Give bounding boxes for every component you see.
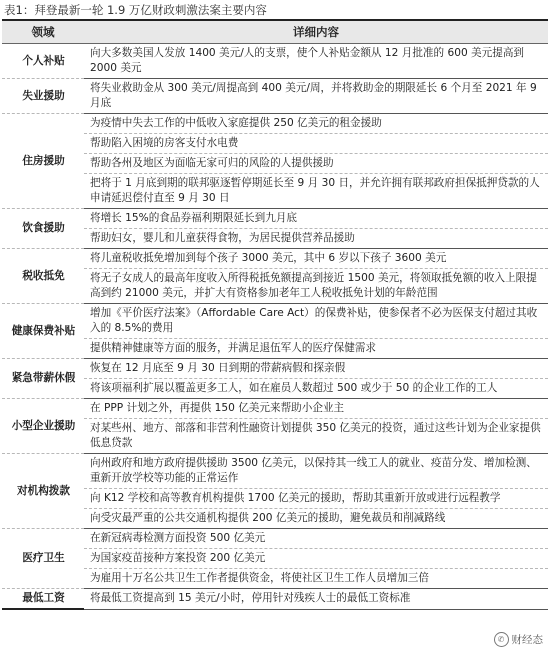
- table-row: [2, 229, 548, 249]
- detail-cell: 将无子女成人的最高年度收入所得税抵免额提高到接近 1500 美元，将领取抵免额的收入上限提高到约 21000 美元，并扩大有资格参加老年工人税收抵免计划的年龄范围: [84, 269, 548, 304]
- table-row: [2, 379, 548, 399]
- table-row: [2, 359, 548, 379]
- wechat-icon: ✆: [494, 632, 509, 647]
- table-row: [2, 79, 548, 114]
- header-row: [2, 20, 548, 44]
- detail-cell: 为雇用十万名公共卫生工作者提供资金，将使社区卫生工作人员增加三倍: [84, 569, 548, 589]
- table-caption: 表1：拜登最新一轮 1.9 万亿财政刺激法案主要内容: [4, 3, 267, 17]
- category-cell: 对机构拨款: [2, 454, 84, 529]
- detail-cell: 对某些州、地方、部落和非营利性融资计划提供 350 亿美元的投资，通过这些计划为企业家提供低息贷款: [84, 419, 548, 454]
- table-row: [2, 114, 548, 134]
- category-cell: 医疗卫生: [2, 529, 84, 589]
- detail-cell: 在新冠病毒检测方面投资 500 亿美元: [84, 529, 548, 549]
- detail-cell: 帮助各州及地区为面临无家可归的风险的人提供援助: [84, 154, 548, 174]
- detail-cell: 帮助妇女，婴儿和儿童获得食物，为居民提供营养品援助: [84, 229, 548, 249]
- category-cell: 失业援助: [2, 79, 84, 114]
- table-row: [2, 249, 548, 269]
- detail-cell: 将最低工资提高到 15 美元/小时，停用针对残疾人士的最低工资标准: [84, 589, 548, 610]
- detail-cell: 在 PPP 计划之外，再提供 150 亿美元来帮助小企业主: [84, 399, 548, 419]
- detail-cell: 恢复在 12 月底至 9 月 30 日到期的带薪病假和探亲假: [84, 359, 548, 379]
- category-cell: 饮食援助: [2, 209, 84, 249]
- table-body: [2, 44, 548, 610]
- table-row: [2, 174, 548, 209]
- category-cell: 健康保费补贴: [2, 304, 84, 359]
- stimulus-table: [2, 19, 548, 610]
- detail-cell: 将增长 15%的食品券福利期限延长到九月底: [84, 209, 548, 229]
- detail-cell: 帮助陷入困境的房客支付水电费: [84, 134, 548, 154]
- table-row: [2, 154, 548, 174]
- detail-cell: 增加《平价医疗法案》（Affordable Care Act）的保费补贴，使参保者不必为医保支付超过其收入的 8.5%的费用: [84, 304, 548, 339]
- detail-cell: 将该项福利扩展以覆盖更多工人，如在雇员人数超过 500 或少于 50 的企业工作的工人: [84, 379, 548, 399]
- table-row: [2, 134, 548, 154]
- source-watermark: [491, 631, 547, 648]
- category-cell: 小型企业援助: [2, 399, 84, 454]
- detail-cell: 把将于 1 月底到期的联邦驱逐暂停期延长至 9 月 30 日，并允许拥有联邦政府担保抵押贷款的人申请延迟偿付直至 9 月 30 日: [84, 174, 548, 209]
- table-row: [2, 209, 548, 229]
- table-row: [2, 589, 548, 610]
- header-detail: 详细内容: [84, 20, 548, 44]
- detail-cell: 向州政府和地方政府提供援助 3500 亿美元，以保持其一线工人的就业、疫苗分发、增加检测、重新开放学校等功能的正常运作: [84, 454, 548, 489]
- detail-cell: 将失业救助金从 300 美元/周提高到 400 美元/周，并将救助金的期限延长 6 个月至 2021 年 9 月底: [84, 79, 548, 114]
- table-row: [2, 419, 548, 454]
- table-row: [2, 569, 548, 589]
- watermark-text: 财经态: [511, 634, 543, 646]
- table-row: [2, 339, 548, 359]
- detail-cell: 提供精神健康等方面的服务，并满足退伍军人的医疗保健需求: [84, 339, 548, 359]
- category-cell: 税收抵免: [2, 249, 84, 304]
- table-row: [2, 44, 548, 79]
- table-row: [2, 454, 548, 489]
- table-row: [2, 549, 548, 569]
- detail-cell: 为疫情中失去工作的中低收入家庭提供 250 亿美元的租金援助: [84, 114, 548, 134]
- detail-cell: 向 K12 学校和高等教育机构提供 1700 亿美元的援助，帮助其重新开放或进行远程教学: [84, 489, 548, 509]
- table-row: [2, 304, 548, 339]
- table-row: [2, 489, 548, 509]
- detail-cell: 为国家疫苗接种方案投资 200 亿美元: [84, 549, 548, 569]
- table-row: [2, 529, 548, 549]
- category-cell: 住房援助: [2, 114, 84, 209]
- table-row: [2, 399, 548, 419]
- category-cell: 紧急带薪休假: [2, 359, 84, 399]
- category-cell: 个人补贴: [2, 44, 84, 79]
- category-cell: 最低工资: [2, 589, 84, 610]
- detail-cell: 向大多数美国人发放 1400 美元/人的支票，使个人补贴金额从 12 月批准的 600 美元提高到 2000 美元: [84, 44, 548, 79]
- header-domain: 领域: [2, 20, 84, 44]
- detail-cell: 将儿童税收抵免增加到每个孩子 3000 美元，其中 6 岁以下孩子 3600 美元: [84, 249, 548, 269]
- table-row: [2, 269, 548, 304]
- detail-cell: 向受灾最严重的公共交通机构提供 200 亿美元的援助，避免裁员和削减路线: [84, 509, 548, 529]
- table-row: [2, 509, 548, 529]
